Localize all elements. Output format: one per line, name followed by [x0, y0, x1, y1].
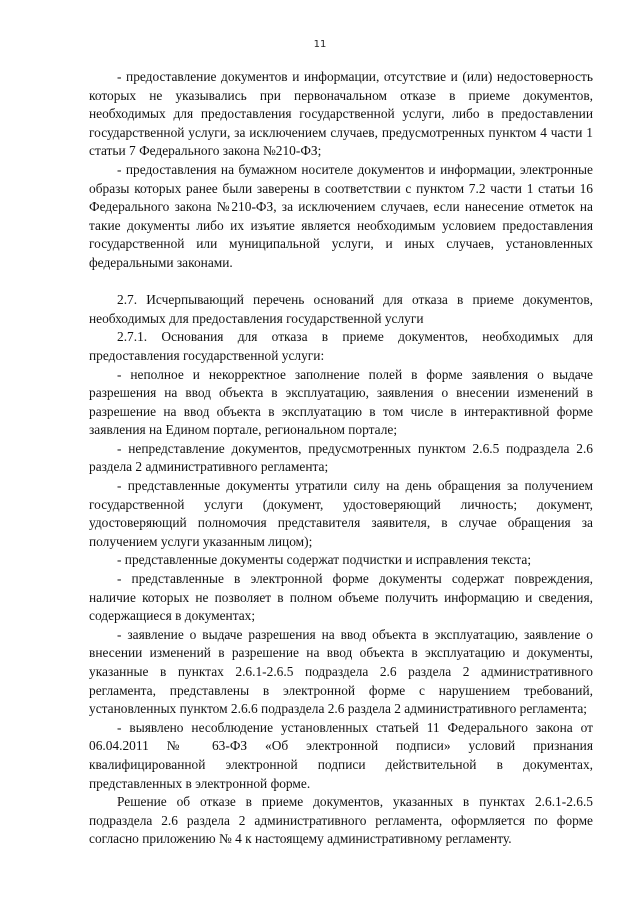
page-number: 11 — [313, 39, 327, 50]
paragraph-1: - предоставление документов и информации, отсутствие и (или) недостоверность которых не указывались при первоначальном отказе в приеме документов, необходимых для предоставления государственной услуги, либо в предоставлении государственной услуги, за исключением случаев, предусмотренных пунктом 4 части 1 статьи 7 Федерального закона №210-ФЗ; — [89, 69, 593, 159]
paragraph-8: - представленные документы содержат подчистки и исправления текста; — [117, 552, 532, 568]
paragraph-7: - представленные документы утратили силу на день обращения за получением государственной услуги (документ, удостоверяющий личность; документ, удостоверяющий полномочия представителя заявителя, в случае обращения за получением услуги указанным лицом); — [89, 478, 593, 549]
paragraph-10: - заявление о выдаче разрешения на ввод объекта в эксплуатацию, заявление о внесении изменений в разрешение на ввод объекта в эксплуатацию и документы, указанные в пунктах 2.6.1-2.6.5 подраздела 2.6 раздела 2 административного регламента, представлены в электронной форме с нарушением требований, установленных пунктом 2.6.6 подраздела 2.6 раздела 2 административного регламента; — [89, 626, 593, 717]
paragraph-6: - непредставление документов, предусмотренных пунктом 2.6.5 подраздела 2.6 раздела 2 административного регламента; — [89, 440, 593, 475]
paragraph-2: - предоставления на бумажном носителе документов и информации, электронные образы которых ранее были заверены в соответствии с пунктом 7.2 части 1 статьи 16 Федерального закона №210-ФЗ, за исключением случаев, если нанесение отметок на такие документы либо их изъятие является необходимым условием предоставления государственной или муниципальной услуги, и иных случаев, установленных федеральными законами. — [89, 161, 593, 270]
paragraph-9: - представленные в электронной форме документы содержат повреждения, наличие которых не позволяет в полном объеме получить информацию и сведения, содержащиеся в документах; — [89, 571, 593, 624]
paragraph-5: - неполное и некорректное заполнение полей в форме заявления о выдаче разрешения на ввод объекта в эксплуатацию, заявления о внесении изменений в разрешение на ввод объекта в эксплуатацию в том числе в интерактивной форме заявления на Едином портале, региональном портале; — [89, 366, 593, 438]
paragraph-2-7-1: 2.7.1. Основания для отказа в приеме документов, необходимых для предоставления государственной услуги: — [89, 329, 593, 363]
section-heading-2-7: 2.7. Исчерпывающий перечень оснований для отказа в приеме документов, необходимых для предоставления государственной услуги — [89, 292, 593, 326]
document-body — [89, 68, 593, 849]
paragraph-12: Решение об отказе в приеме документов, указанных в пунктах 2.6.1-2.6.5 подраздела 2.6 раздела 2 административного регламента, оформляется по форме согласно приложению № 4 к настоящему административному регламенту. — [89, 794, 593, 847]
paragraph-11: - выявлено несоблюдение установленных статьей 11 Федерального закона от 06.04.2011 № 63-ФЗ «Об электронной подписи» условий признания квалифицированной электронной подписи действительной в документах, представленных в электронной форме. — [89, 719, 593, 791]
